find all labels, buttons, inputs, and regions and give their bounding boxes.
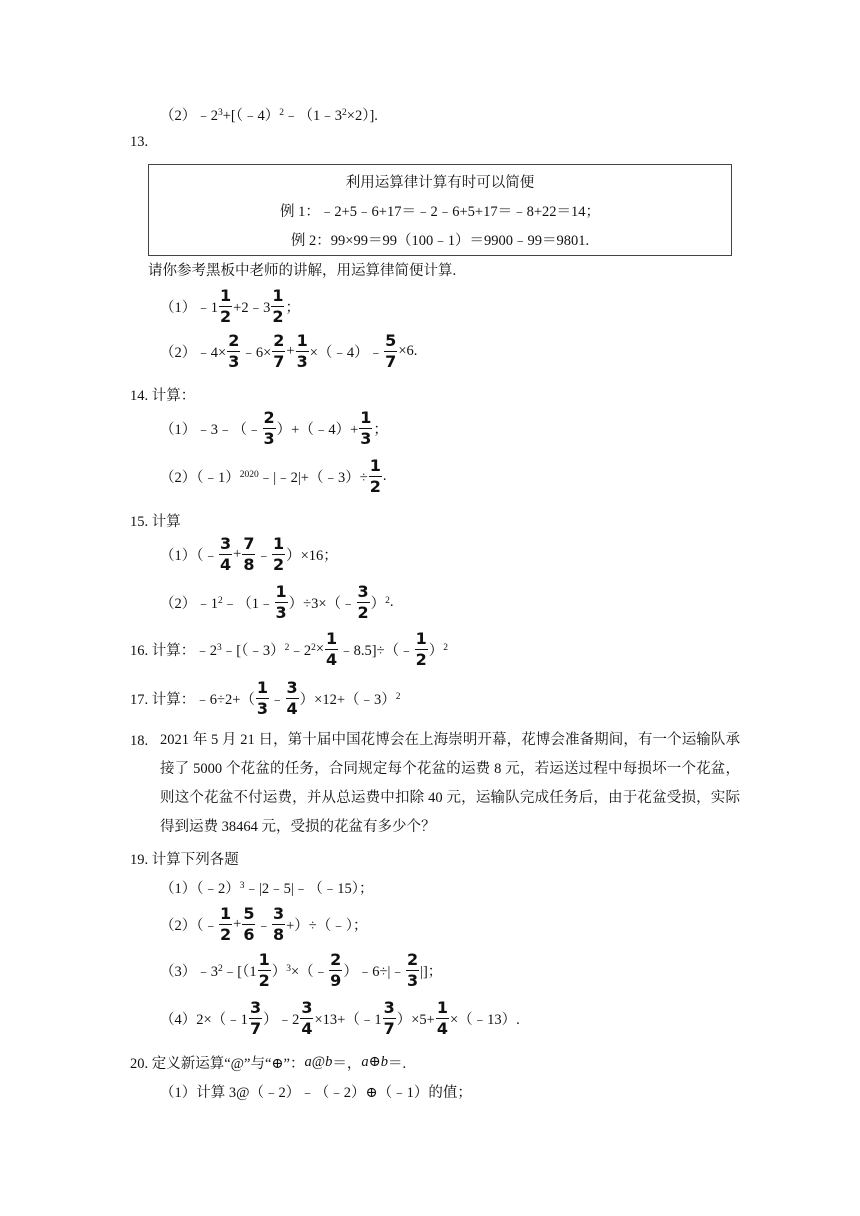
q13-part1: （1）﹣1 $\frac{1}{2}$ +2﹣3 $\frac{1}{2}$ ； bbox=[160, 286, 300, 326]
q20-title: 20. 定义新运算“@”与“⊕”： a @ b ＝， a ⊕ b ＝. bbox=[130, 1054, 407, 1072]
q20-part1: （1）计算 3@（﹣2）﹣（﹣2）⊕（﹣1）的值； bbox=[160, 1085, 472, 1101]
q12-part2: （2）﹣2 $^3$ +[（﹣4） $^2$ ﹣（1﹣3 $^2$ ×2）]. bbox=[160, 107, 378, 124]
q15-part2: （2）﹣1 $^2$ ﹣（1﹣ $\frac{1}{3}$ ）÷3×（﹣ $\frac{3}{2}$ ） $^2$ . bbox=[160, 582, 394, 622]
q17: 17. 计算：﹣6÷2+（ $\frac{1}{3}$ ﹣ $\frac{3}{4}$ ）×12+（﹣3） $^2$ bbox=[130, 678, 401, 718]
q19-title: 19. 计算下列各题 bbox=[130, 852, 239, 868]
q15-part1: （1）（﹣ $\frac{3}{4}$ + $\frac{7}{8}$ ﹣ $\frac{1}{2}$ ）×16； bbox=[160, 534, 338, 574]
q14-title: 14. 计算： bbox=[130, 388, 196, 404]
box-example-2: 例 2：99×99＝99（100﹣1）＝9900﹣99＝9801. bbox=[290, 233, 590, 249]
q18-text: 2021 年 5 月 21 日，第十届中国花博会在上海崇明开幕，花博会准备期间，有一个运输队承接了 5000 个花盆的任务，合同规定每个花盆的运费 8 元，若运送过程中每损坏一个花盆，则这个花盆不付运费，并从总运费中扣除 40 元，运输队完成任务后，由于花盆受损，实际得到运费 38464 元，受损的花盆有多少个？ bbox=[160, 732, 740, 835]
q19-part2: （2）（﹣ $\frac{1}{2}$ + $\frac{5}{6}$ ﹣ $\frac{3}{8}$ +）÷（﹣）； bbox=[160, 904, 368, 944]
blackboard-box bbox=[148, 164, 732, 256]
q13-number: 13. bbox=[130, 134, 149, 150]
q14-part2: （2）（﹣1） $^{2020}$ ﹣|﹣2|+（﹣3）÷ $\frac{1}{2}$ . bbox=[160, 456, 387, 496]
q19-part3: （3）﹣3 $^2$ ﹣[（1 $\frac{1}{2}$ ） $^3$ ×（﹣ $\frac{2}{9}$ ）﹣6÷|﹣ $\frac{2}{3}$ |]； bbox=[160, 950, 443, 990]
q15-title: 15. 计算 bbox=[130, 514, 181, 530]
q13-intro: 请你参考黑板中老师的讲解，用运算律简便计算. bbox=[148, 263, 457, 279]
q13-part2: （2）﹣4× $\frac{2}{3}$ ﹣6× $\frac{2}{7}$ + $\frac{1}{3}$ ×（﹣4）﹣ $\frac{5}{7}$ ×6. bbox=[160, 331, 418, 371]
box-example-1: 例 1：﹣2+5﹣6+17＝﹣2﹣6+5+17＝﹣8+22＝14； bbox=[279, 204, 600, 220]
q16: 16. 计算：﹣2 $^3$ ﹣[（﹣3） $^2$ ﹣2 $^2$ × $\frac{1}{4}$ ﹣8.5]÷（﹣ $\frac{1}{2}$ ） $^2$ bbox=[130, 629, 448, 669]
q19-part1: （1）（﹣2） $^3$ ﹣|2﹣5|﹣（﹣15）； bbox=[160, 880, 374, 897]
q14-part1: （1）﹣3﹣（﹣ $\frac{2}{3}$ ）+（﹣4）+ $\frac{1}{3}$ ； bbox=[160, 408, 388, 448]
box-title: 利用运算律计算有时可以简便 bbox=[345, 175, 535, 191]
q18-number: 18. bbox=[130, 733, 149, 749]
q19-part4: （4）2×（﹣1 $\frac{3}{7}$ ）﹣2 $\frac{3}{4}$ ×13+（﹣1 $\frac{3}{7}$ ）×5+ $\frac{1}{4}$ ×（﹣13）. bbox=[160, 998, 520, 1038]
